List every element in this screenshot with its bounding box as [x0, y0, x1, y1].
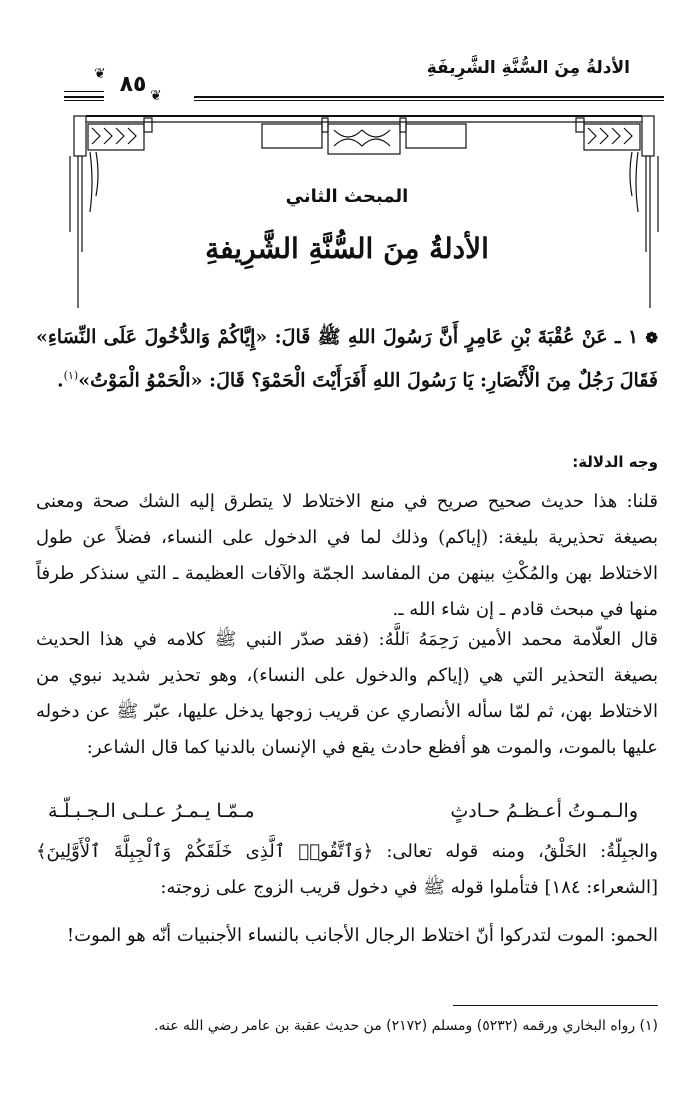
- running-title: الأدلةُ مِنَ السُّنَّةِ الشَّرِيفَةِ: [426, 58, 630, 78]
- hadith-text-block: ❁ ١ ـ عَنْ عُقْبَةَ بْنِ عَامِرٍ أَنَّ رَسُولَ اللهِ ﷺ قَالَ: «إِيَّاكُمْ وَالدُّخُولَ عَلَى النِّسَاءِ» فَقَالَ رَجُلٌ مِنَ الْأَنْصَارِ: يَا رَسُولَ اللهِ أَفَرَأَيْتَ الْحَمْوَ؟ قَالَ: «الْحَمْوُ الْمَوْتُ»$^{(١)}$.: [36, 326, 658, 392]
- section-title: الأدلةُ مِنَ السُّنَّةِ الشَّرِيفةِ: [205, 232, 489, 265]
- paragraph-1: قلنا: هذا حديث صحيح صريح في منع الاختلاط لا يتطرق إليه الشك صحة ومعنى بصيغة تحذيرية بليغة: (إياكم) وذلك لما في الدخول على النساء، فضلاً عن طول الاختلاط بهن والمُكْثِ بينهن من المفاسد الجمّة والآفات العظيمة ـ التي سنذكر طرفاً منها في مبحث قادم ـ إن شاء الله ـ.: [36, 491, 658, 620]
- header-rule-left: [64, 91, 104, 92]
- header-rule-left-thin: [64, 100, 104, 101]
- subheading-evidence: وجه الدلالة:: [572, 453, 658, 471]
- title-frame-ornament: [66, 112, 662, 312]
- leaf-ornament-left: ❦: [94, 66, 106, 82]
- footnote: (١) رواه البخاري ورقمه (٥٢٣٢) ومسلم (٢١٧٢) من حديث عقبة بن عامر رضي الله عنه.: [154, 1018, 658, 1034]
- header-rule-thin: [194, 100, 664, 101]
- header-rule: [194, 96, 664, 98]
- paragraph-4: الحمو: الموت لتدركوا أنّ اختلاط الرجال الأجانب بالنساء الأجنبيات أنّه هو الموت!: [66, 925, 658, 946]
- footnote-ref[interactable]: (١): [63, 369, 79, 382]
- paragraph-3: والجبِلّةُ: الخَلْقُ، ومنه قوله تعالى: ﴿وَٱتَّقُوا۟ ٱلَّذِى خَلَقَكُمْ وَٱلْجِبِلَّةَ ٱلْأَوَّلِينَ﴾ [الشعراء: ١٨٤] فتأملوا قوله ﷺ في دخول قريب الزوج على زوجته:: [36, 841, 658, 898]
- leaf-ornament-right: ❦: [150, 88, 162, 104]
- paragraph-2: قال العلّامة محمد الأمين رَحِمَهُ ٱللَّهُ: (فقد صدّر النبي ﷺ كلامه في هذا الحديث بصيغة التحذير التي هي (إياكم والدخول على النساء)، وهو تحذير شديد نبوي من الاختلاط بهن، ثم لمّا سأله الأنصاري عن قريب زوجها يدخل عليها، عبّر ﷺ عن دخوله عليها بالموت، والموت هو أفظع حادث يقع في الإنسان بالدنيا كما قال الشاعر:: [36, 629, 658, 758]
- flower-marker-icon: ❁: [645, 329, 658, 347]
- verse-second-hemistich: مـمّـا يـمـرُ عـلـى الـجـبـلّـة: [48, 800, 255, 822]
- verse-first-hemistich: والـمـوتُ أعـظـمُ حـادثٍ: [450, 800, 638, 822]
- header-rule-left-thick: [64, 96, 104, 98]
- footnote-rule: [453, 1005, 658, 1006]
- section-label: المبحث الثاني: [285, 186, 409, 207]
- hadith-text: ١ ـ عَنْ عُقْبَةَ بْنِ عَامِرٍ أَنَّ رَسُولَ اللهِ ﷺ قَالَ: «إِيَّاكُمْ وَالدُّخُولَ عَلَى النِّسَاءِ» فَقَالَ رَجُلٌ مِنَ الْأَنْصَارِ: يَا رَسُولَ اللهِ أَفَرَأَيْتَ الْحَمْوَ؟ قَالَ: «الْحَمْوُ الْمَوْتُ»: [36, 326, 658, 392]
- page-number: ٨٥: [119, 72, 147, 97]
